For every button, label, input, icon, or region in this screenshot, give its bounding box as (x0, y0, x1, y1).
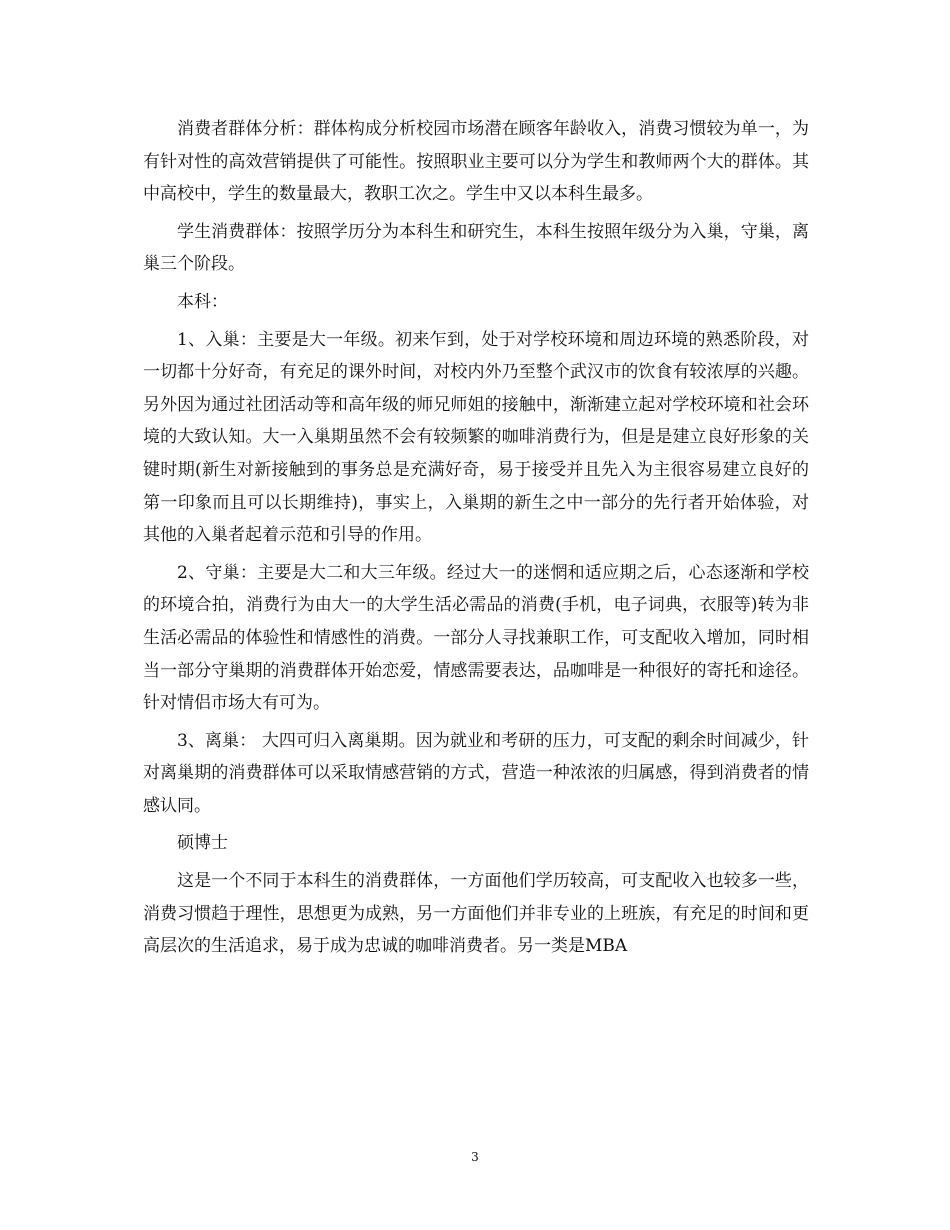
paragraph-guarding-nest: 2、守巢：主要是大二和大三年级。经过大一的迷惘和适应期之后，心态逐渐和学校的环境合拍，消费行为由大一的大学生活必需品的消费(手机，电子词典，衣服等)转为非生活必需品的体验性和情感性的消费。一部分人寻找兼职工作，可支配收入增加，同时相当一部分守巢期的消费群体开始恋爱，情感需要表达，品咖啡是一种很好的寄托和途径。针对情侣市场大有可为。 (143, 562, 809, 714)
paragraph-undergraduate-heading: 本科： (177, 291, 228, 312)
paragraph-consumer-group-analysis: 消费者群体分析：群体构成分析校园市场潜在顾客年龄收入，消费习惯较为单一，为有针对性的高效营销提供了可能性。按照职业主要可以分为学生和教师两个大的群体。其中高校中，学生的数量最大，教职工次之。学生中又以本科生最多。 (143, 119, 809, 205)
document-body (143, 113, 809, 968)
paragraph-graduate-description: 这是一个不同于本科生的消费群体，一方面他们学历较高，可支配收入也较多一些，消费习惯趋于理性，思想更为成熟，另一方面他们并非专业的上班族，有充足的时间和更高层次的生活追求，易于成为忠诚的咖啡消费者。另一类是MBA (143, 871, 809, 957)
paragraph-graduate-heading: 硕博士 (177, 833, 228, 854)
paragraph-student-consumer-group: 学生消费群体：按照学历分为本科生和研究生，本科生按照年级分为入巢，守巢，离巢三个阶段。 (143, 221, 809, 275)
paragraph-leaving-nest: 3、离巢： 大四可归入离巢期。因为就业和考研的压力，可支配的剩余时间减少，针对离巢期的消费群体可以采取情感营销的方式，营造一种浓浓的归属感，得到消费者的情感认同。 (143, 730, 809, 816)
page-number: 3 (471, 1150, 479, 1164)
paragraph-entering-nest: 1、入巢：主要是大一年级。初来乍到，处于对学校环境和周边环境的熟悉阶段，对一切都十分好奇，有充足的课外时间，对校内外乃至整个武汉市的饮食有较浓厚的兴趣。另外因为通过社团活动等和高年级的师兄师姐的接触中，渐渐建立起对学校环境和社会环境的大致认知。大一入巢期虽然不会有较频繁的咖啡消费行为，但是是建立良好形象的关键时期(新生对新接触到的事务总是充满好奇，易于接受并且先入为主很容易建立良好的第一印象而且可以长期维持)，事实上，入巢期的新生之中一部分的先行者开始体验，对其他的入巢者起着示范和引导的作用。 (143, 329, 809, 546)
